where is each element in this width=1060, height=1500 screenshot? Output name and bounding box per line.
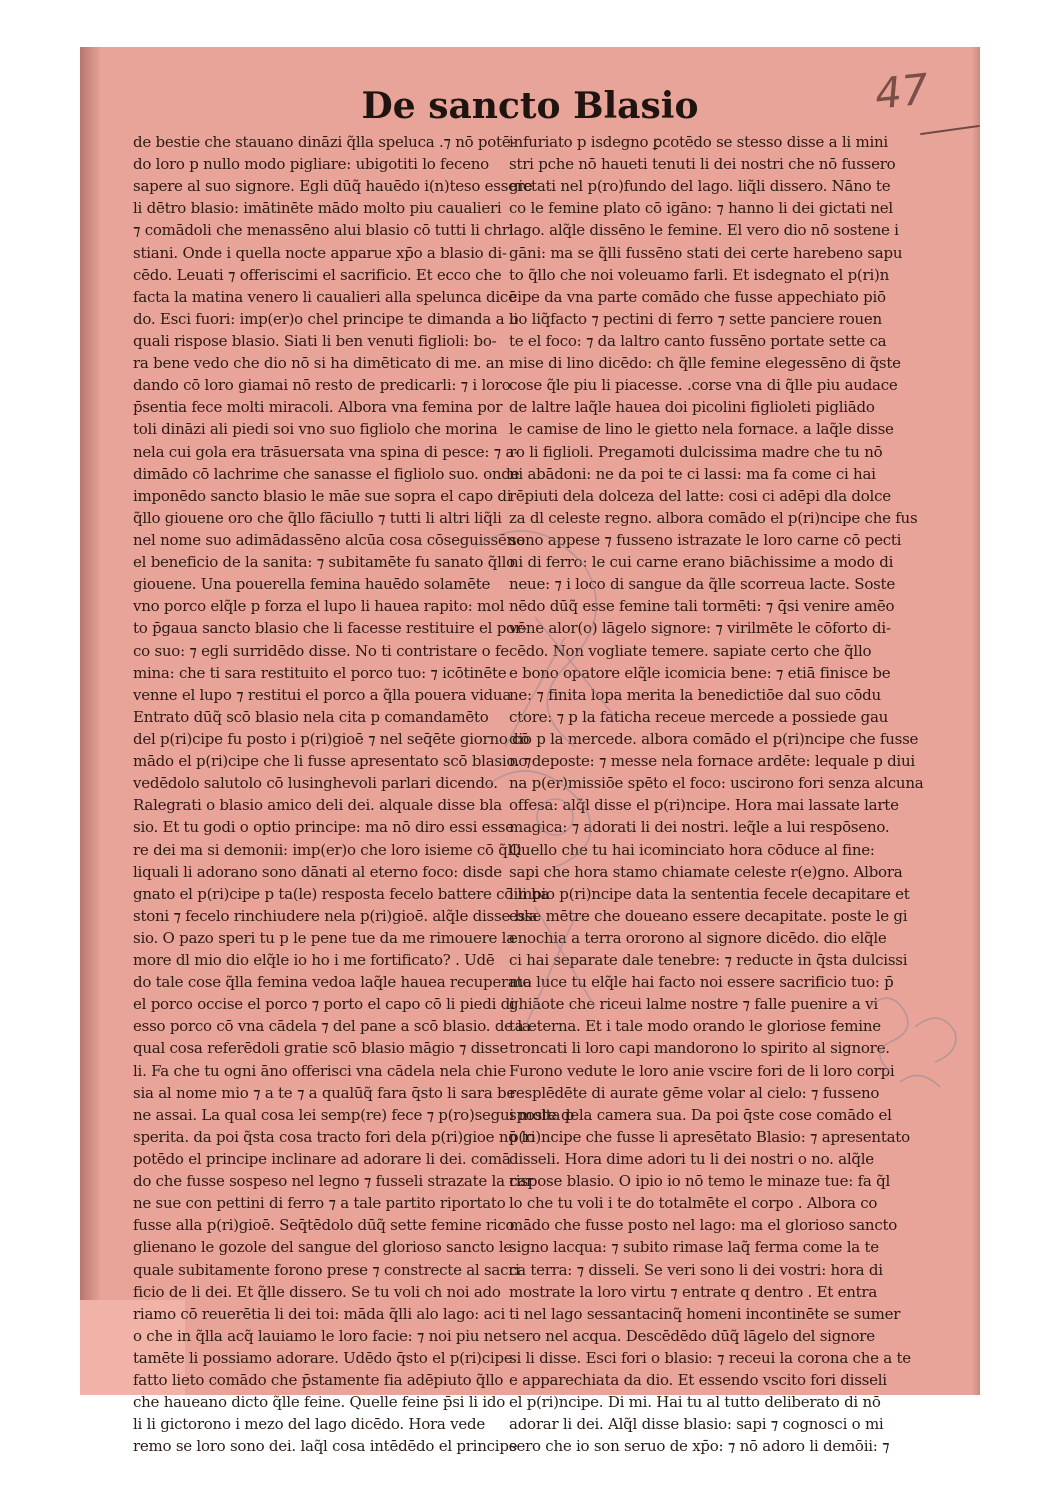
text-line: te el foco: ⁊ da laltro canto fussēno portate sette ca <box>509 331 887 350</box>
text-line: de laltre laq̃le hauea doi picolini figlioleti pigliādo <box>509 398 875 417</box>
text-line: el beneficio de la sanita: ⁊ subitamēte fu sanato q̃llo <box>133 553 515 572</box>
text-line: sero nel acqua. Descēdēdo dūq̃ lāgelo del signore <box>509 1326 875 1345</box>
text-line: venne el lupo ⁊ restitui el porco a q̃lla pouera vidua <box>133 685 512 704</box>
text-line: nēdo dūq̃ esse femine tali tormēti: ⁊ q̄si venire amēo <box>509 597 895 616</box>
scanned-page <box>80 47 980 1456</box>
text-line: no deposte: ⁊ messe nela fornace ardēte: lequale p diui <box>509 752 915 771</box>
text-line: rēpiuti dela dolceza del latte: cosi ci adēpi dla dolce <box>509 486 891 505</box>
text-line: ctore: ⁊ p la faticha receue mercede a possiede gau <box>509 707 889 726</box>
library-stamp <box>415 487 675 1077</box>
text-line: remo se loro sono dei. laq̃l cosa intēdēdo el principe <box>133 1437 518 1456</box>
text-line: ro li figlioli. Pregamoti dulcissima madre che tu nō <box>509 442 883 461</box>
text-line: nel nome suo adimādassēno alcūa cosa cōseguissēno <box>133 530 525 549</box>
text-line: rispose blasio. O ipio io nō temo le minaze tue: fa q̃l <box>509 1172 890 1191</box>
text-line: seno appese ⁊ fusseno istrazate le loro carne cō pecti <box>509 530 902 549</box>
text-line: mostrate la loro virtu ⁊ entrate q dentro . Et entra <box>509 1282 878 1301</box>
text-line: cēdo. Leuati ⁊ offeriscimi el sacrificio. Et ecco che <box>133 265 502 284</box>
text-line: ra bene vedo che dio nō si ha dimēticato di me. an <box>133 354 504 373</box>
text-line: sapi che hora stamo chiamate celeste r(e)gno. Albora <box>509 862 903 881</box>
text-line: co le femine plato cō igāno: ⁊ hanno li dei gictati nel <box>509 199 893 218</box>
text-line: che haueano dicto q̃lle feine. Quelle feine p̄si li ido <box>133 1393 506 1412</box>
text-line: liquali li adorano sono dānati al eterno foco: disde <box>133 862 502 881</box>
text-line: ghiāote che riceui lalme nostre ⁊ falle puenire a vi <box>509 995 878 1014</box>
text-line: vno porco elq̃le p forza el lupo li hauea rapito: mol <box>133 597 505 616</box>
text-line: li li gictorono i mezo del lago dicēdo. Hora vede <box>133 1415 485 1434</box>
text-line: fatto lieto comādo che p̄stamente fia adēpiuto q̃llo <box>133 1371 504 1390</box>
text-line: Furono vedute le loro anie vscire fori de li loro corpi <box>509 1061 895 1080</box>
text-line: sio. O pazo speri tu p le pene tue da me rimouere la <box>133 928 515 947</box>
text-line: lo che tu voli i te do totalmēte el corpo . Albora co <box>509 1194 878 1213</box>
text-line: gnato el p(ri)cipe p ta(le) resposta fecelo battere cō li ba <box>133 884 550 903</box>
text-line: qual cosa referēdoli gratie scō blasio māgio ⁊ disse <box>133 1039 509 1058</box>
text-line: vedēdolo salutolo cō lusinghevoli parlari dicendo. <box>133 774 498 793</box>
text-line: facta la matina venero li caualieri alla spelunca dicē <box>133 287 517 306</box>
text-line: esse mētre che doueano essere decapitate. poste le gi <box>509 906 908 925</box>
text-line: cipe da vna parte comādo che fusse appechiato piō <box>509 287 886 306</box>
text-line: ne sue con pettini di ferro ⁊ a tale partito riportato <box>133 1194 506 1213</box>
text-line: stoni ⁊ fecelo rinchiudere nela p(ri)gioē. alq̃le disse bla <box>133 906 538 925</box>
text-line: ⁊ comādoli che menassēno alui blasio cō tutti li chri <box>133 221 514 240</box>
text-line: sperita. da poi q̃sta cosa tracto fori dela p(ri)gioe nō lo <box>133 1127 535 1146</box>
text-line: cose q̃le piu li piacesse. .corse vna di q̃lle piu audace <box>509 376 898 395</box>
stamp-fragment <box>860 987 970 1107</box>
text-line: do tale cose q̃lla femina vedoa laq̃le hauea recuperato <box>133 973 532 992</box>
text-line: sio. Et tu godi o optio principe: ma nō diro essi esse <box>133 818 514 837</box>
text-line: esso porco cō vna cādela ⁊ del pane a scō blasio. de la <box>133 1017 531 1036</box>
text-line: si li disse. Esci fori o blasio: ⁊ receui la corona che a te <box>509 1349 911 1368</box>
text-line: re dei ma si demonii: imp(er)o che loro isieme cō q̃lli <box>133 840 522 859</box>
text-line: sposte dela camera sua. Da poi q̄ste cose comādo el <box>509 1105 892 1124</box>
text-line: li dētro blasio: imātinēte mādo molto piu caualieri <box>133 199 502 218</box>
text-line: del p(ri)cipe fu posto i p(ri)gioē ⁊ nel seq̄ēte giorno cō <box>133 729 530 748</box>
text-line: giouene. Una pouerella femina hauēdo solamēte <box>133 575 491 594</box>
text-line: el p(ri)ncipe. Di mi. Hai tu al tutto deliberato di nō <box>509 1393 881 1412</box>
text-line: vēne alor(o) lāgelo signore: ⁊ virilmēte le cōforto di- <box>509 619 891 638</box>
text-line: offesa: alq̃l disse el p(ri)ncipe. Hora mai lassate larte <box>509 796 899 815</box>
text-line: stri pche nō haueti tenuti li dei nostri che nō fussero <box>509 155 896 174</box>
text-line: ne assai. La qual cosa lei semp(re) fece ⁊ p(ro)segui molta p <box>133 1105 575 1124</box>
text-line: quali rispose blasio. Siati li ben venuti figlioli: bo- <box>133 331 497 350</box>
text-line: mina: che ti sara restituito el porco tuo: ⁊ icōtinēte <box>133 663 507 682</box>
text-line: imponēdo sancto blasio le māe sue sopra el capo di <box>133 486 512 505</box>
text-line: ta eterna. Et i tale modo orando le gloriose femine <box>509 1017 881 1036</box>
text-line: gictati nel p(ro)fundo del lago. liq̃li dissero. Nāno te <box>509 177 891 196</box>
text-line: ci hai separate dale tenebre: ⁊ reducte in q̄sta dulcissi <box>509 951 908 970</box>
text-line: ne: ⁊ finita lopa merita la benedictiōe dal suo cōdu <box>509 685 881 704</box>
text-line: to q̃llo che noi voleuamo farli. Et isdegnato el p(ri)n <box>509 265 890 284</box>
text-line: dimādo cō lachrime che sanasse el figliolo suo. onde <box>133 464 520 483</box>
text-line: infuriato p isdegno ꝑcotēdo se stesso disse a li mini <box>509 133 888 151</box>
folio-number: 47 <box>872 64 931 119</box>
text-line: na p(er)missiōe spēto el foco: uscirono fori senza alcuna <box>509 774 924 793</box>
text-line: dando cō loro giamai nō resto de predicarli: ⁊ i loro <box>133 376 511 395</box>
text-line: glienano le gozole del sangue del glorioso sancto le <box>133 1238 513 1257</box>
text-line: mise di lino dicēdo: ch q̃lle femine elegessēno di q̃ste <box>509 354 901 373</box>
page-edge <box>972 47 980 1395</box>
text-line: Quello che tu hai icominciato hora cōduce al fine: <box>509 840 875 859</box>
text-line: tamēte li possiamo adorare. Udēdo q̄sto el p(ri)cipe <box>133 1349 513 1368</box>
text-line: stiani. Onde i quella nocte apparue xp̄o a blasio di- <box>133 243 507 262</box>
text-line: do loro p nullo modo pigliare: ubigotiti lo feceno <box>133 155 489 174</box>
binding-shadow <box>80 47 100 1395</box>
text-line: signo lacqua: ⁊ subito rimase laq̃ ferma come la te <box>509 1238 879 1257</box>
text-line: mādo che fusse posto nel lago: ma el glorioso sancto <box>509 1216 898 1235</box>
page-heading: De sancto Blasio <box>361 85 699 127</box>
text-line: o che in q̃lla acq̃ lauiamo le loro facie: ⁊ noi piu net <box>133 1326 508 1345</box>
text-line: de bestie che stauano dināzi q̃lla speluca .⁊ nō potē- <box>133 133 516 151</box>
text-line: q̃llo giouene oro che q̃llo fāciullo ⁊ tutti li altri liq̃li <box>133 508 502 527</box>
text-line: adorar li dei. Alq̃l disse blasio: sapi ⁊ cognosci o mi <box>509 1415 884 1434</box>
text-line: ni di ferro: le cui carne erano biāchissime a modo di <box>509 553 894 572</box>
text-line: enochia a terra ororono al signore dicēdo. dio elq̃le <box>509 928 887 947</box>
text-line: bo liq̃facto ⁊ pectini di ferro ⁊ sette panciere rouen <box>509 309 882 328</box>
text-line: to p̄gaua sancto blasio che li facesse restituire el por- <box>133 619 527 638</box>
text-line: troncati li loro capi mandorono lo spirito al signore. <box>509 1039 890 1058</box>
text-line: p(ri)ncipe che fusse li apresētato Blasio: ⁊ apresentato <box>509 1127 910 1146</box>
text-line: toli dināzi ali piedi soi vno suo figliolo che morina <box>133 420 498 439</box>
text-line: Ralegrati o blasio amico deli dei. alquale disse bla <box>133 796 502 815</box>
text-line: le camise de lino le gietto nela fornace. a laq̃le disse <box>509 420 894 439</box>
text-line: ma luce tu elq̃le hai facto noi essere sacrificio tuo: p̄ <box>509 973 894 992</box>
text-line: li. Fa che tu ogni āno offerisci vna cādela nela chie <box>133 1061 507 1080</box>
text-line: resplēdēte di aurate gēme volar al cielo: ⁊ fusseno <box>509 1083 880 1102</box>
text-line: e bono opatore elq̃le icomicia bene: ⁊ etiā finisce be <box>509 663 891 682</box>
text-line: dio p la mercede. albora comādo el p(ri)ncipe che fusse <box>509 729 919 748</box>
text-line: el porco occise el porco ⁊ porto el capo cō li piedi di <box>133 995 515 1014</box>
text-line: ni abādoni: ne da poi te ci lassi: ma fa come ci hai <box>509 464 876 483</box>
text-line: co suo: ⁊ egli surridēdo disse. No ti contristare o fe <box>133 641 509 660</box>
text-line: ti nel lago sessantacinq̃ homeni incontinēte se sumer <box>509 1304 901 1323</box>
text-line: more dl mio dio elq̃le io ho i me fortificato? . Udē <box>133 951 495 970</box>
text-line: limpio p(ri)ncipe data la sententia fecele decapitare et <box>509 884 910 903</box>
text-line: e apparechiata da dio. Et essendo vscito fori disseli <box>509 1371 887 1390</box>
text-line: Entrato dūq̃ scō blasio nela cita p comandamēto <box>133 707 489 726</box>
text-line: nela cui gola era trāsuersata vna spina di pesce: ⁊ a- <box>133 442 519 461</box>
text-line: fusse alla p(ri)gioē. Seq̄tēdolo dūq̃ sette femine rico <box>133 1216 515 1235</box>
text-line: quale subitamente forono prese ⁊ constrecte al sacri <box>133 1260 520 1279</box>
text-line: mādo el p(ri)cipe che li fusse apresentato scō blasio. ⁊ <box>133 752 532 771</box>
text-line: cēdo. Non vogliate temere. sapiate certo che q̃llo <box>509 641 872 660</box>
text-line: do che fusse sospeso nel legno ⁊ fusseli strazate la car <box>133 1172 534 1191</box>
text-line: riamo cō reuerētia li dei toi: māda q̃lli alo lago: aci <box>133 1304 506 1323</box>
text-line: potēdo el principe inclinare ad adorare li dei. comā <box>133 1150 511 1169</box>
text-line: do. Esci fuori: imp(er)o chel principe te dimanda a li <box>133 309 518 328</box>
text-line: sia al nome mio ⁊ a te ⁊ a qualūq̃ fara q̄sto li sara be <box>133 1083 516 1102</box>
text-line: za dl celeste regno. albora comādo el p(ri)ncipe che fus <box>509 508 918 527</box>
text-line: magica: ⁊ adorati li dei nostri. leq̃le a lui respōseno. <box>509 818 890 837</box>
text-line: p̄sentia fece molti miracoli. Albora vna femina por <box>133 398 503 417</box>
text-line: sero che io son seruo de xp̄o: ⁊ nō adoro li demōii: ⁊ <box>509 1437 890 1456</box>
text-line: sapere al suo signore. Egli dūq̃ hauēdo i(n)teso essere <box>133 177 533 196</box>
text-line: ca terra: ⁊ disseli. Se veri sono li dei vostri: hora di <box>509 1260 883 1279</box>
text-line: ficio de li dei. Et q̃lle dissero. Se tu voli ch noi ado <box>133 1282 501 1301</box>
text-line: lago. alq̃le dissēno le femine. El vero dio nō sostene i <box>509 221 899 240</box>
text-line: gāni: ma se q̃lli fussēno stati dei certe harebeno sapu <box>509 243 903 262</box>
text-line: disseli. Hora dime adori tu li dei nostri o no. alq̃le <box>509 1150 874 1169</box>
text-line: neue: ⁊ i loco di sangue da q̃lle scorreua lacte. Soste <box>509 575 895 594</box>
